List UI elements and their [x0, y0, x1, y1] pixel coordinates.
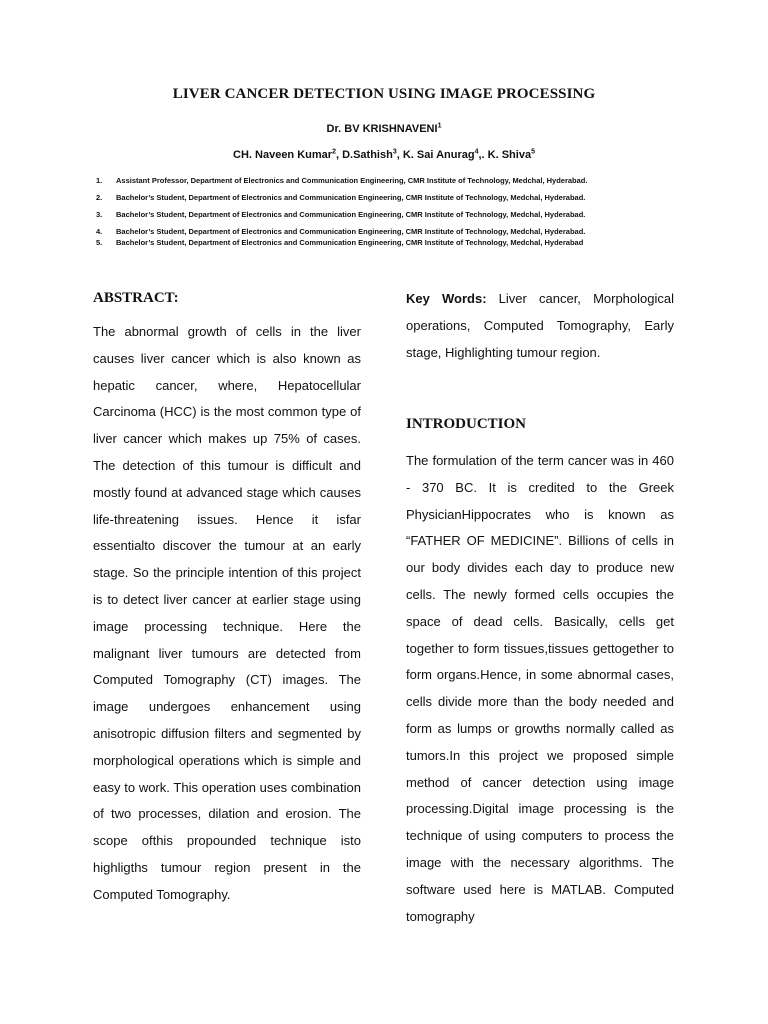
- abstract-heading: ABSTRACT:: [93, 290, 179, 306]
- affiliation-number: 3.: [96, 210, 103, 219]
- affiliation-number: 4.: [96, 227, 103, 236]
- keywords-text: Liver cancer, Morphological operations, Computed Tomography, Early stage, Highlighting tumour region.: [406, 291, 674, 360]
- co-author-name: K. Sai Anurag: [402, 149, 475, 161]
- co-author-name: K. Shiva: [487, 149, 532, 161]
- co-authors: [0, 149, 768, 161]
- co-author-sup: 2: [332, 148, 336, 156]
- affiliation-text: Bachelor’s Student, Department of Electronics and Communication Engineering, CMR Institute of Technology, Medchal, Hyderabad.: [116, 193, 586, 202]
- affiliation-text: Bachelor’s Student, Department of Electronics and Communication Engineering, CMR Institute of Technology, Medchal, Hyderabad.: [116, 210, 586, 219]
- introduction-heading: INTRODUCTION: [406, 416, 527, 432]
- co-author-name: CH. Naveen Kumar: [233, 149, 333, 161]
- introduction-body: The formulation of the term cancer was in 460 - 370 BC. It is credited to the Greek PhysicianHippocrates who is known as “FATHER OF MEDICINE”. Billions of cells in our body divides each day to produce new cells. The newly formed cells occupies the space of dead cells. Basically, cells get together to form tissues,tissues gettogether to form organs.Hence, in some abnormal cases, cells divide more than the body needed and form as lumps or growths normally called as tumors.In this project we proposed simple method of cancer detection using image processing.Digital image processing is the technique of using computers to process the image with the necessary algorithms. The software used here is MATLAB. Computed tomography: [406, 453, 674, 924]
- co-author-name: D.Sathish: [342, 149, 393, 161]
- affiliation-item: [96, 176, 686, 193]
- affiliation-list: [96, 176, 686, 255]
- affiliation-item: [96, 227, 686, 238]
- abstract-body: The abnormal growth of cells in the liver causes liver cancer which is also known as hepatic cancer, where, Hepatocellular Carcinoma (HCC) is the most common type of liver cancer which makes up 75% of cases. The detection of this tumour is difficult and mostly found at advanced stage which causes life-threatening issues. Hence it isfar essentialto discover the tumour at an early stage. So the principle intention of this project is to detect liver cancer at earlier stage using image processing technique. Here the malignant liver tumours are detected from Computed Tomography (CT) images. The image undergoes enhancement using anisotropic diffusion filters and segmented by morphological operations which is simple and easy to work. This operation uses combination of two processes, dilation and erosion. The scope ofthis propounded technique isto highligths tumour region present in the Computed Tomography.: [93, 324, 361, 902]
- keywords-label: Key Words:: [406, 291, 487, 306]
- affiliation-item: [96, 238, 686, 255]
- affiliation-number: 2.: [96, 193, 103, 202]
- co-author-separator: ,.: [478, 149, 488, 161]
- primary-author-name: Dr. BV KRISHNAVENI: [326, 123, 438, 135]
- co-author-separator: ,: [396, 149, 403, 161]
- affiliation-text: Bachelor’s Student, Department of Electronics and Communication Engineering, CMR Institute of Technology, Medchal, Hyderabad: [116, 238, 584, 247]
- co-author-separator: ,: [335, 149, 343, 161]
- paper-title: LIVER CANCER DETECTION USING IMAGE PROCESSING: [172, 86, 596, 102]
- primary-author: [0, 123, 768, 135]
- co-author-sup: 5: [531, 148, 535, 156]
- co-author-sup: 3: [392, 148, 397, 156]
- keywords-paragraph: [406, 286, 674, 366]
- primary-author-sup: 1: [437, 122, 442, 130]
- co-author-sup: 4: [474, 148, 479, 156]
- affiliation-text: Assistant Professor, Department of Electronics and Communication Engineering, CMR Institute of Technology, Medchal, Hyderabad.: [116, 176, 588, 185]
- affiliation-text: Bachelor’s Student, Department of Electronics and Communication Engineering, CMR Institute of Technology, Medchal, Hyderabad.: [116, 227, 586, 236]
- affiliation-number: 1.: [96, 176, 103, 185]
- affiliation-number: 5.: [96, 238, 103, 247]
- affiliation-item: [96, 210, 686, 227]
- affiliation-item: [96, 193, 686, 210]
